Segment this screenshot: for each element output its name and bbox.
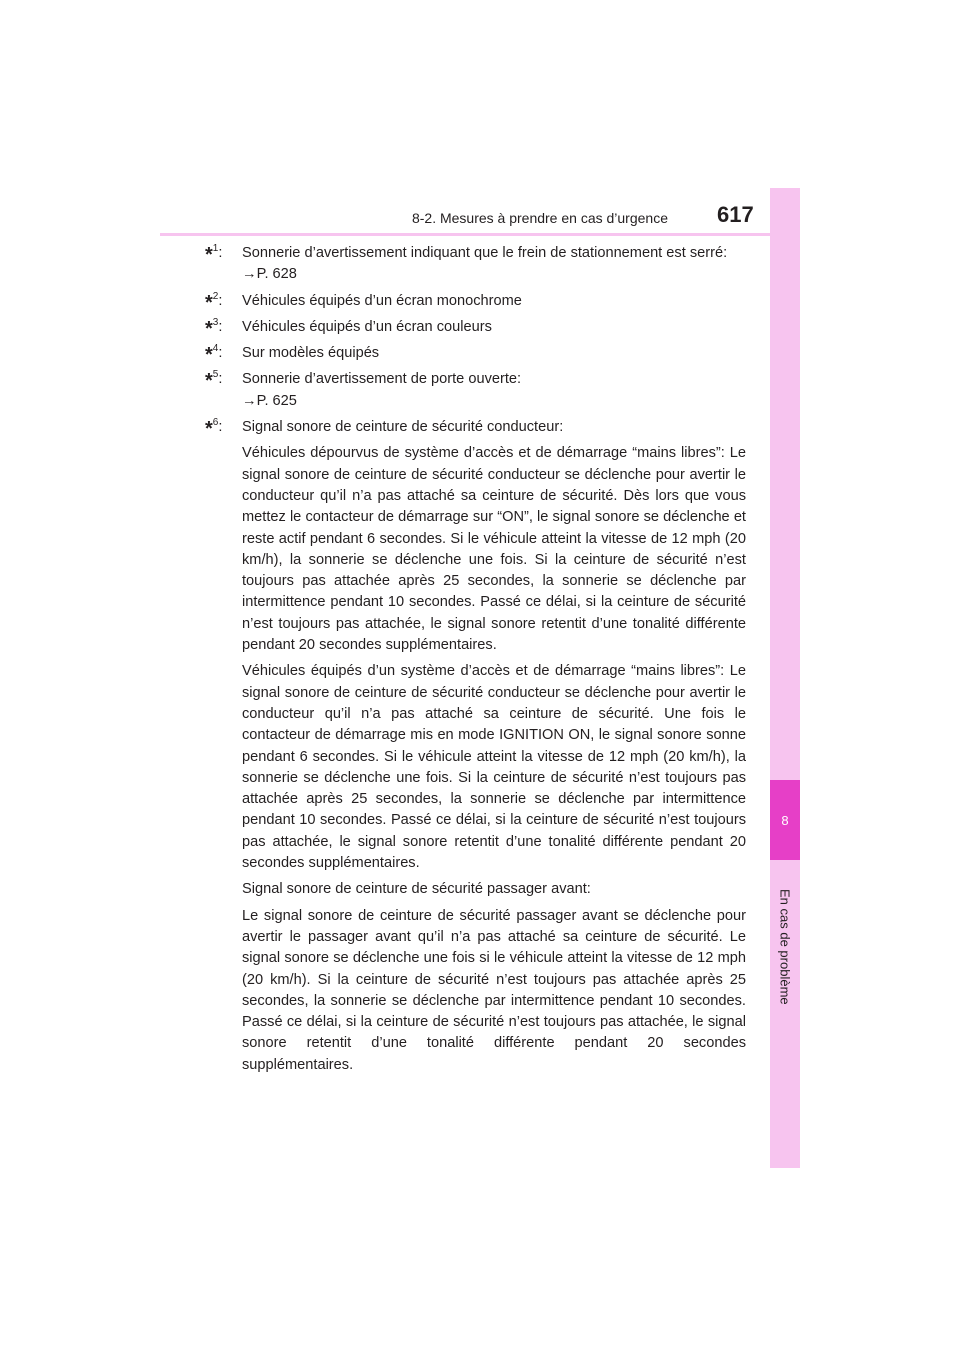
- section-title: 8-2. Mesures à prendre en cas d’urgence: [411, 210, 668, 226]
- footnote-6: [205, 417, 746, 1076]
- paragraph-passenger: Le signal sonore de ceinture de sécurité passager avant se déclenche pour avertir le passager avant qu’il n’a pas attaché sa ceinture de sécurité. Le signal sonore se déclenche une fois si le véhicule atteint la vitesse de 12 mph (20 km/h). Si la ceinture de sécurité n’est toujours pas attachée après 25 secondes, la sonnerie se déclenche par intermittence pendant 10 secondes. Passé ce délai, si la ceinture de sécurité n’est toujours pas attachée, le signal sonore retentit d’une tonalité différente pendant 20 secondes supplémentaires.: [242, 907, 746, 1073]
- paragraph-driver-no-smart-key: Véhicules dépourvus de système d’accès et de démarrage “mains libres”: Le signal sonore de ceinture de sécurité conducteur se déclenche pour avertir le conducteur qu’il n’a pas attaché sa ceinture de sécurité. Dès lors que vous mettez le contacteur de démarrage sur “ON”, le signal sonore se déclenche et reste actif pendant 6 secondes. Si le véhicule atteint la vitesse de 12 mph (20 km/h), la sonnerie se déclenche une fois. Si la ceinture de sécurité n’est toujours pas attachée après 25 secondes, la sonnerie se déclenche par intermittence pendant 10 secondes. Passé ce délai, si la ceinture de sécurité n’est toujours pas attachée, le signal sonore retentit d’une tonalité différente pendant 20 secondes supplémentaires.: [242, 445, 746, 654]
- footnote-marker: *$^1$:: [205, 243, 223, 266]
- chapter-number-badge: [770, 780, 800, 860]
- paragraph-driver-smart-key: Véhicules équipés d’un système d’accès et de démarrage “mains libres”: Le signal sonore de ceinture de sécurité conducteur se déclenche pour avertir le conducteur qu’il n’a pas attaché sa ceinture de sécurité. Une fois le contacteur de démarrage mis en mode IGNITION ON, le signal sonore sonne pendant 6 secondes. Si le véhicule atteint la vitesse de 12 mph (20 km/h), la sonnerie se déclenche une fois. Si la ceinture de sécurité n’est toujours pas attachée après 25 secondes, la sonnerie se déclenche par intermittence pendant 10 secondes. Passé ce délai, si la ceinture de sécurité n’est toujours pas attachée, le signal sonore retentit d’une tonalité différente pendant 20 secondes supplémentaires.: [242, 663, 746, 872]
- footnote-text: Sur modèles équipés: [242, 345, 380, 362]
- footnote-5: [205, 369, 746, 412]
- footnote-marker: *$^5$:: [205, 369, 223, 393]
- footnote-text: Sonnerie d’avertissement de porte ouverte:: [242, 371, 522, 388]
- footnote-3: [205, 317, 746, 338]
- footnote-text: Véhicules équipés d’un écran monochrome: [242, 292, 522, 309]
- footnote-marker: *$^4$:: [205, 343, 223, 367]
- footnote-marker: *$^3$:: [205, 316, 223, 340]
- page-reference-link[interactable]: →P. 625: [242, 392, 297, 409]
- footnote-4: [205, 343, 746, 367]
- footnote-text: Sonnerie d’avertissement indiquant que le frein de stationnement est serré:: [242, 245, 728, 261]
- chapter-title-vertical: [770, 872, 800, 1022]
- chapter-title: En cas de problème: [777, 889, 793, 1005]
- footnote-1: [205, 243, 746, 286]
- footnotes: [205, 243, 746, 1081]
- footnote-text: Signal sonore de ceinture de sécurité conducteur:: [242, 419, 564, 436]
- chapter-number: 8: [781, 812, 789, 828]
- footnote-2: [205, 291, 746, 312]
- paragraph-passenger-heading: Signal sonore de ceinture de sécurité passager avant:: [242, 881, 591, 898]
- header-divider: [160, 233, 800, 236]
- footnote-text: Véhicules équipés d’un écran couleurs: [242, 318, 492, 335]
- page-reference-link[interactable]: →P. 628: [242, 266, 297, 283]
- footnote-marker: *$^6$:: [205, 417, 223, 441]
- footnote-marker: *$^2$:: [205, 290, 223, 314]
- page-number: 617: [717, 202, 754, 227]
